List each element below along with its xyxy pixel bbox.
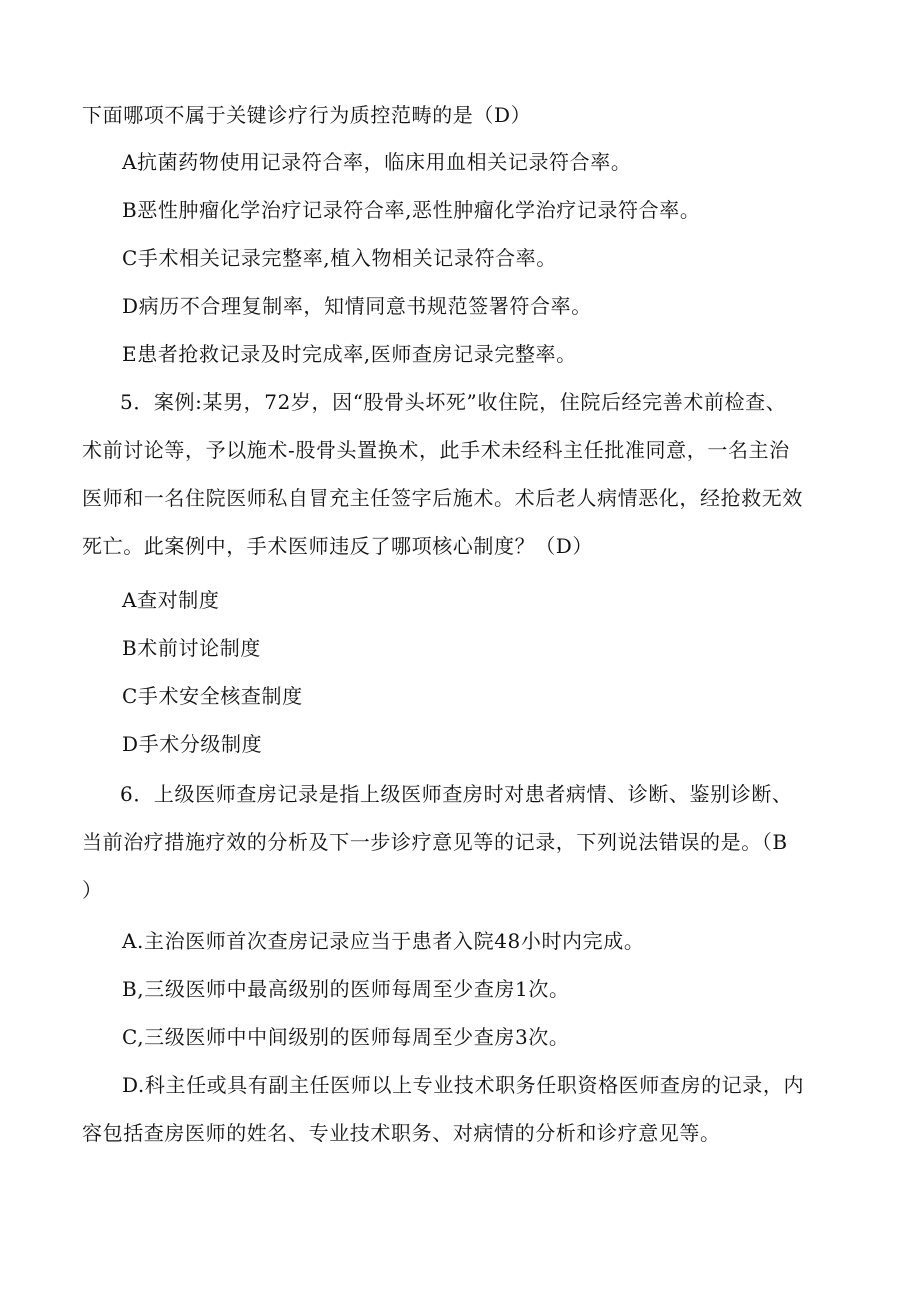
question-5-line-2: 术前讨论等，予以施术-股骨头置换术，此手术未经科主任批准同意，一名主治 (82, 438, 790, 462)
question-6-line-2: 当前治疗措施疗效的分析及下一步诊疗意见等的记录，下列说法错误的是。（B (82, 830, 788, 854)
q5-option-d: D手术分级制度 (122, 732, 263, 756)
q6-option-b: B,三级医师中最高级别的医师每周至少查房1次。 (122, 977, 570, 1001)
q5-option-c: C手术安全核查制度 (122, 684, 303, 708)
q6-option-d-line-2: 容包括查房医师的姓名、专业技术职务、对病情的分析和诊疗意见等。 (82, 1121, 721, 1145)
question-5-line-3: 医师和一名住院医师私自冒充主任签字后施术。术后老人病情恶化，经抢救无效 (82, 486, 803, 510)
question-6-line-3: ） (82, 878, 103, 902)
q6-option-a: A.主治医师首次查房记录应当于患者入院48小时内完成。 (122, 929, 645, 953)
question-5-line-1: 5．案例:某男，72岁，因“股骨头坏死”收住院，住院后经完善术前检查、 (120, 390, 787, 414)
q4-option-c: C手术相关记录完整率,植入物相关记录符合率。 (122, 246, 557, 270)
q6-option-c: C,三级医师中中间级别的医师每周至少查房3次。 (122, 1025, 570, 1049)
q4-option-a: A抗菌药物使用记录符合率，临床用血相关记录符合率。 (122, 150, 632, 174)
question-4-stem: 下面哪项不属于关键诊疗行为质控范畴的是（D） (82, 103, 532, 127)
q6-option-d-line-1: D.科主任或具有副主任医师以上专业技术职务任职资格医师查房的记录，内 (122, 1073, 805, 1097)
q5-option-a: A查对制度 (122, 588, 220, 612)
question-6-line-1: 6．上级医师查房记录是指上级医师查房时对患者病情、诊断、鉴别诊断、 (120, 782, 793, 806)
q4-option-d: D病历不合理复制率，知情同意书规范签署符合率。 (122, 294, 592, 318)
q5-option-b: B术前讨论制度 (122, 636, 261, 660)
question-5-line-4: 死亡。此案例中，手术医师违反了哪项核心制度？（D） (82, 534, 594, 558)
q4-option-b: B恶性肿瘤化学治疗记录符合率,恶性肿瘤化学治疗记录符合率。 (122, 198, 701, 222)
q4-option-e: E患者抢救记录及时完成率,医师查房记录完整率。 (122, 342, 577, 366)
